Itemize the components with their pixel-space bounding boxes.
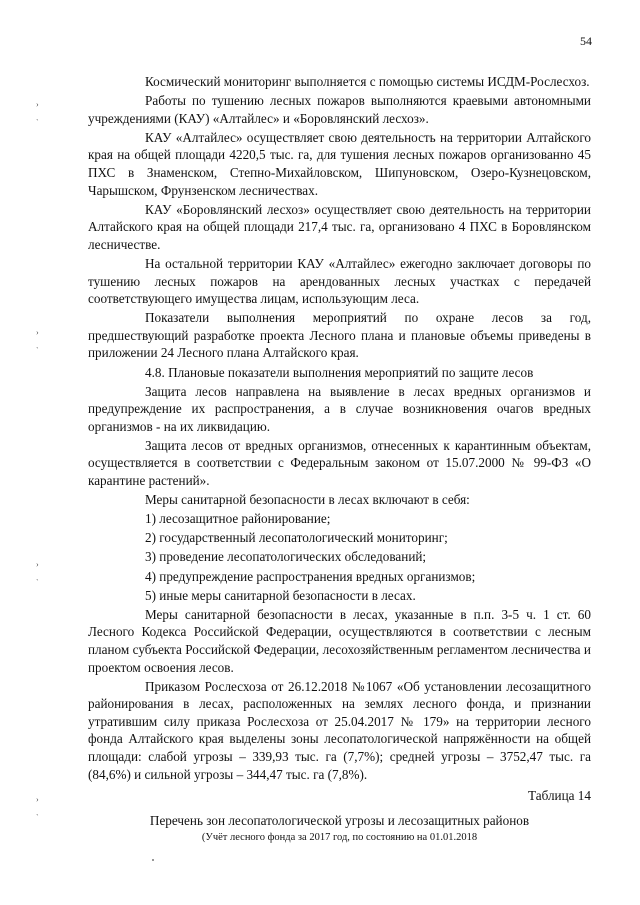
section-heading: 4.8. Плановые показатели выполнения мероприятий по защите лесов bbox=[145, 364, 534, 380]
paragraph-contracts: На остальной территории КАУ «Алтайлес» ежегодно заключает договоры по тушению лесных пожаров на арендованных лесных участках с передачей соответствующего имущества лицам, использующим леса. bbox=[88, 255, 591, 307]
paragraph-altayles: КАУ «Алтайлес» осуществляет свою деятельность на территории Алтайского края на общей площади 4220,5 тыс. га, для тушения лесных пожаров организованно 45 ПХС в Знаменском, Степно-Михайловском, Шипуновском, Озеро-Кузнецовском, Чарышском, Фрунзенском лесничествах. bbox=[88, 129, 591, 198]
paragraph-firefighting: Работы по тушению лесных пожаров выполняются краевыми автономными учреждениями (КАУ) «Алтайлес» и «Боровлянский лесхоз». bbox=[88, 93, 591, 126]
list-item: 5) иные меры санитарной безопасности в лесах. bbox=[145, 587, 416, 603]
margin-mark: › bbox=[36, 100, 39, 109]
paragraph-measures-intro: Меры санитарной безопасности в лесах включают в себя: bbox=[145, 492, 470, 508]
paragraph-indicators: Показатели выполнения мероприятий по охране лесов за год, предшествующий разработке проекта Лесного плана и плановые объемы приведены в приложении 24 Лесного плана Алтайского края. bbox=[88, 310, 591, 361]
margin-mark: ` bbox=[36, 578, 39, 587]
margin-mark: ` bbox=[36, 346, 39, 355]
paragraph-forest-code: Меры санитарной безопасности в лесах, указанные в п.п. 3-5 ч. 1 ст. 60 Лесного Кодекса Российской Федерации, осуществляются в соответствии с лесным планом субъекта Российской Федерации, лесохозяйственным регламентом лесничества и проектом освоения лесов. bbox=[88, 606, 591, 675]
margin-mark: ` bbox=[36, 118, 39, 127]
margin-mark: › bbox=[36, 795, 39, 804]
list-item: 4) предупреждение распространения вредных организмов; bbox=[145, 568, 476, 584]
paragraph-monitoring: Космический мониторинг выполняется с помощью системы ИСДМ-Рослесхоз. bbox=[145, 74, 590, 89]
paragraph-order: Приказом Рослесхоза от 26.12.2018 №1067 «Об установлении лесозащитного районирования в лесах, расположенных на землях лесного фонда, и признании утратившим силу приказа Рослесхоза от 25.04.2017 № 179» на территории лесного фонда Алтайского края выделены зоны лесопатологической напряжённости на общей площади: слабой угрозы – 339,93 тыс. га (7,7%); средней угрозы – 3752,47 тыс. га (84,6%) и сильной угрозы – 344,47 тыс. га (7,8%). bbox=[88, 678, 591, 782]
paragraph-borovlyansky: КАУ «Боровлянский лесхоз» осуществляет свою деятельность на территории Алтайского края на общей площади 217,4 тыс. га, организовано 4 ПХС в Боровлянском лесничестве. bbox=[88, 201, 591, 252]
margin-mark: ` bbox=[36, 813, 39, 822]
table-label: Таблица 14 bbox=[528, 788, 591, 804]
list-item: 3) проведение лесопатологических обследований; bbox=[145, 549, 427, 565]
table-subtitle: (Учёт лесного фонда за 2017 год, по состоянию на 01.01.2018 bbox=[201, 831, 478, 843]
paragraph-quarantine: Защита лесов от вредных организмов, отнесенных к карантинным объектам, осуществляется в соответствии с Федеральным законом от 15.07.2000 № 99-ФЗ «О карантине растений». bbox=[88, 437, 591, 489]
paragraph-protection: Защита лесов направлена на выявление в лесах вредных организмов и предупреждение их распространения, а в случае возникновения очагов вредных организмов - на их ликвидацию. bbox=[88, 383, 591, 434]
table-title: Перечень зон лесопатологической угрозы и лесозащитных районов bbox=[149, 812, 530, 828]
margin-mark: › bbox=[36, 560, 39, 569]
margin-mark: › bbox=[36, 328, 39, 337]
list-item: 2) государственный лесопатологический мониторинг; bbox=[145, 530, 448, 546]
scan-speck bbox=[152, 859, 154, 861]
body-text bbox=[88, 73, 591, 846]
list-item: 1) лесозащитное районирование; bbox=[145, 511, 331, 527]
page-number: 54 bbox=[580, 34, 592, 48]
